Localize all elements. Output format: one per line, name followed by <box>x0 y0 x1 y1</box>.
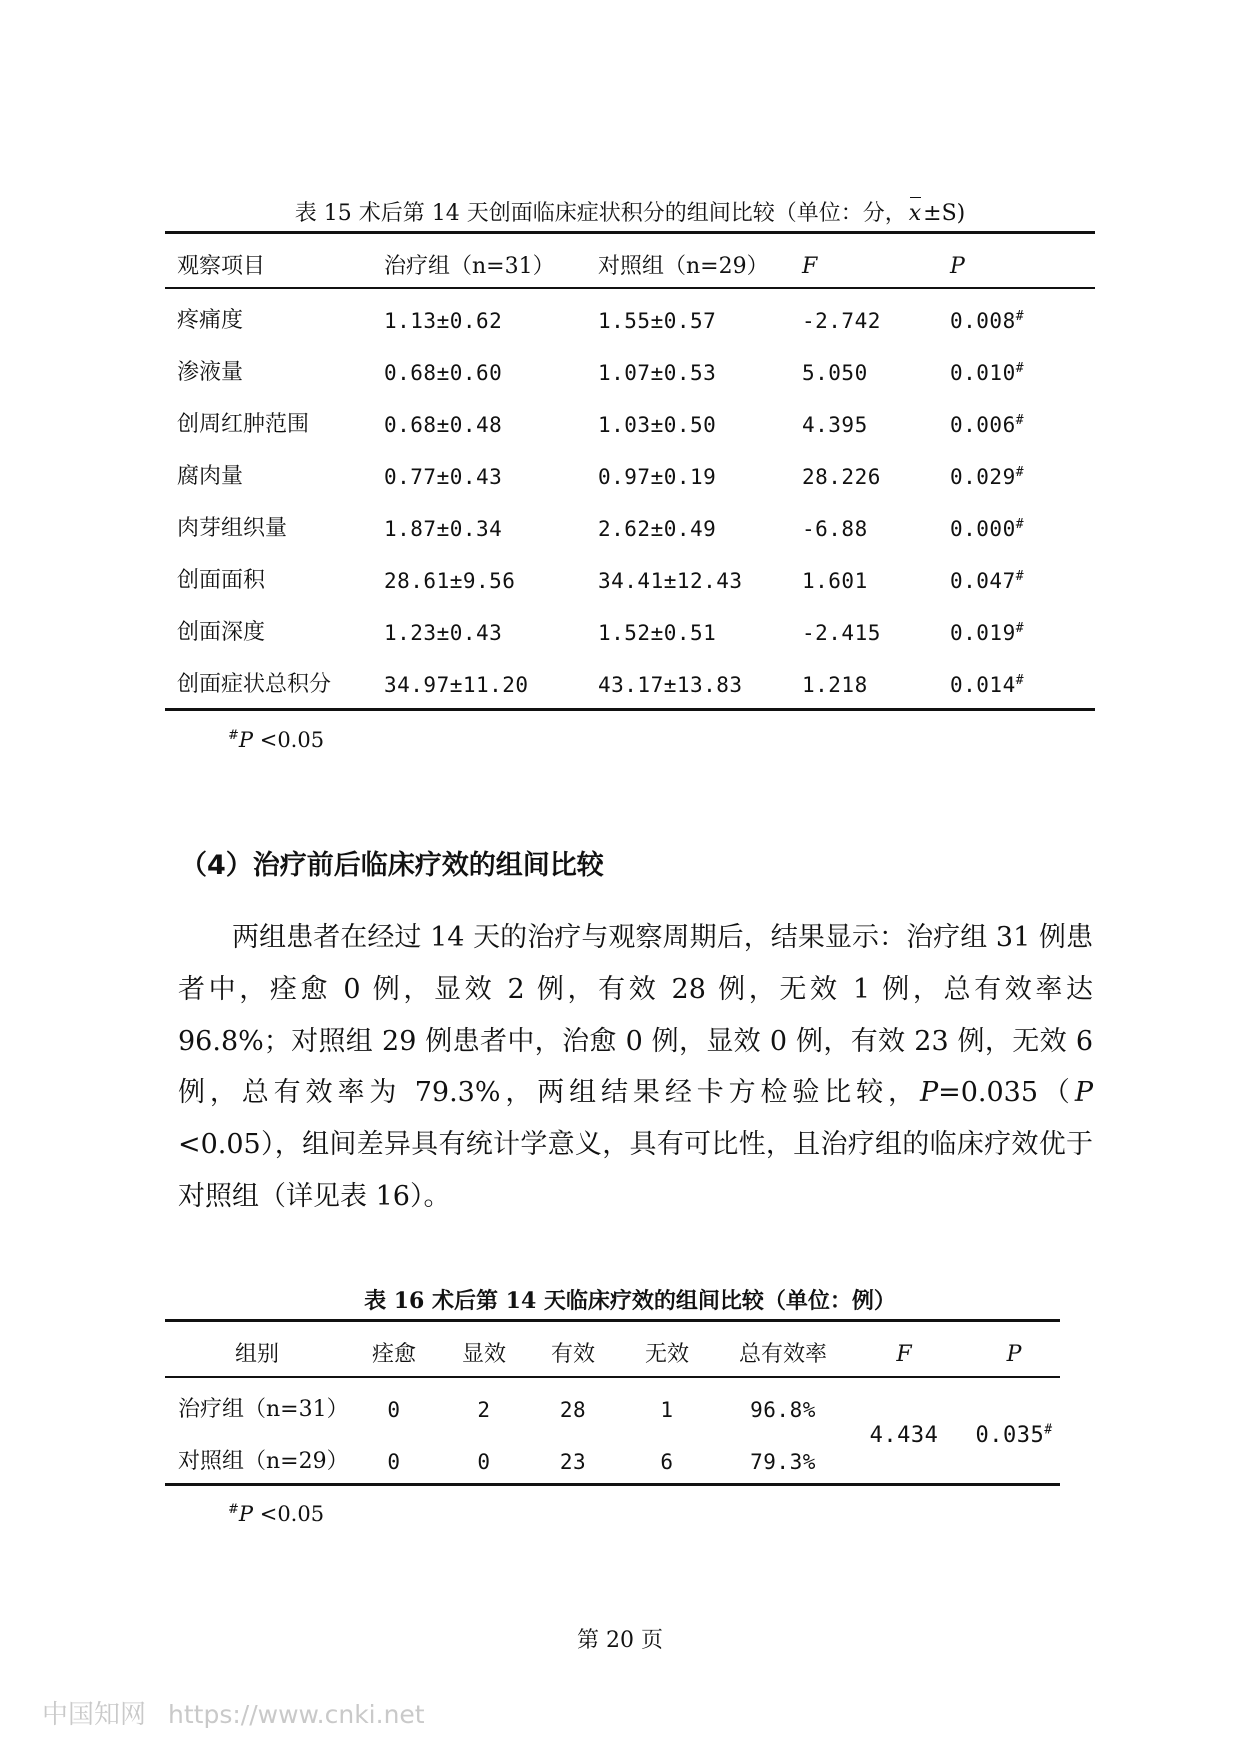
p-mark: # <box>1015 309 1025 324</box>
note-mark: # <box>228 728 239 743</box>
table-row <box>0 299 1240 343</box>
p-value: 0.047 <box>950 569 1016 593</box>
table-row <box>0 611 1240 655</box>
table-row <box>0 351 1240 395</box>
note-mark: # <box>228 1502 239 1517</box>
watermark-url: https://www.cnki.net <box>168 1700 425 1729</box>
row-p <box>950 455 1024 499</box>
table-15-top-rule <box>165 231 1095 234</box>
table-16-note <box>228 1502 324 1526</box>
p-value: 0.000 <box>950 517 1016 541</box>
para-p-symbol-2: P <box>1074 1077 1093 1109</box>
row-total-rate: 96.8% <box>750 1398 816 1422</box>
section-heading: （4）治疗前后临床疗效的组间比较 <box>180 850 604 881</box>
header-marked: 显效 <box>461 1342 507 1367</box>
table-16-bottom-rule <box>165 1483 1060 1486</box>
row-control: 1.07±0.53 <box>598 361 717 385</box>
row-item: 肉芽组织量 <box>177 516 288 541</box>
table-15-caption <box>165 196 1095 227</box>
row-item: 创周红肿范围 <box>177 412 310 437</box>
row-marked: 0 <box>477 1450 491 1474</box>
p-value: 0.035 <box>975 1423 1045 1448</box>
row-p <box>950 299 1024 343</box>
para-text-3: <0.05），组间差异具有统计学意义，具有可比性，且治疗组的临床疗效优于对照组（详见表 16）。 <box>178 1129 1093 1212</box>
row-p <box>950 611 1024 655</box>
row-p <box>950 663 1024 707</box>
cnki-watermark <box>42 1694 425 1731</box>
table-row <box>0 1440 1240 1484</box>
body-paragraph <box>178 912 1093 1223</box>
table-16-f-value: 4.434 <box>869 1423 939 1448</box>
row-p <box>950 351 1024 395</box>
p-mark: # <box>1015 569 1025 584</box>
page-number: 第 20 页 <box>577 1628 663 1653</box>
table-15-note <box>228 728 324 752</box>
table-row <box>0 663 1240 707</box>
caption-text: 表 15 术后第 14 天创面临床症状积分的组间比较（单位：分， <box>294 201 907 226</box>
row-control: 1.55±0.57 <box>598 309 717 333</box>
row-f: 4.395 <box>802 413 868 437</box>
row-control: 0.97±0.19 <box>598 465 717 489</box>
row-item: 疼痛度 <box>177 308 244 333</box>
row-treatment: 1.13±0.62 <box>384 309 503 333</box>
p-value: 0.006 <box>950 413 1016 437</box>
header-ineffective: 无效 <box>644 1342 690 1367</box>
header-cured: 痊愈 <box>371 1342 417 1367</box>
header-item: 观察项目 <box>177 254 266 279</box>
row-control: 1.52±0.51 <box>598 621 717 645</box>
row-control: 2.62±0.49 <box>598 517 717 541</box>
row-f: -2.742 <box>802 309 881 333</box>
row-p <box>950 559 1024 603</box>
row-f: -2.415 <box>802 621 881 645</box>
caption-text-end: ±S) <box>923 201 966 226</box>
row-item: 创面深度 <box>177 620 266 645</box>
table-16-caption: 表 16 术后第 14 天临床疗效的组间比较（单位：例） <box>364 1288 896 1314</box>
note-text: <0.05 <box>253 728 325 752</box>
row-group: 治疗组（n=31） <box>178 1397 349 1422</box>
row-treatment: 34.97±11.20 <box>384 673 529 697</box>
row-control: 43.17±13.83 <box>598 673 743 697</box>
p-mark: # <box>1015 673 1025 688</box>
p-value: 0.010 <box>950 361 1016 385</box>
table-15-header-rule <box>165 287 1095 289</box>
note-p: P <box>238 728 254 752</box>
header-control: 对照组（n=29） <box>598 254 769 279</box>
row-item: 创面症状总积分 <box>177 672 332 697</box>
p-mark: # <box>1015 517 1025 532</box>
table-row <box>0 1388 1240 1432</box>
header-f: F <box>802 254 818 279</box>
row-f: 1.218 <box>802 673 868 697</box>
row-p <box>950 403 1024 447</box>
p-value: 0.019 <box>950 621 1016 645</box>
row-ineffective: 6 <box>660 1450 674 1474</box>
row-treatment: 0.77±0.43 <box>384 465 503 489</box>
header-group: 组别 <box>234 1342 280 1367</box>
row-ineffective: 1 <box>660 1398 674 1422</box>
table-16-p-value <box>975 1414 1052 1458</box>
table-16-header-row <box>0 1333 1240 1377</box>
row-f: 5.050 <box>802 361 868 385</box>
header-total-rate: 总有效率 <box>738 1342 828 1367</box>
p-value: 0.008 <box>950 309 1016 333</box>
note-p: P <box>238 1502 254 1526</box>
row-treatment: 0.68±0.60 <box>384 361 503 385</box>
table-row <box>0 559 1240 603</box>
mean-symbol: x <box>908 201 922 226</box>
watermark-brand: 中国知网 <box>42 1700 147 1730</box>
row-f: -6.88 <box>802 517 868 541</box>
p-mark: # <box>1015 465 1025 480</box>
row-effective: 23 <box>559 1450 587 1474</box>
row-effective: 28 <box>559 1398 587 1422</box>
row-treatment: 1.87±0.34 <box>384 517 503 541</box>
row-control: 34.41±12.43 <box>598 569 743 593</box>
row-cured: 0 <box>387 1398 401 1422</box>
row-f: 28.226 <box>802 465 881 489</box>
p-mark: # <box>1044 1422 1053 1438</box>
p-mark: # <box>1015 621 1025 636</box>
row-treatment: 0.68±0.48 <box>384 413 503 437</box>
row-group: 对照组（n=29） <box>178 1449 349 1474</box>
table-16-top-rule <box>165 1319 1060 1322</box>
p-mark: # <box>1015 413 1025 428</box>
p-value: 0.014 <box>950 673 1016 697</box>
note-text: <0.05 <box>253 1502 325 1526</box>
header-p: P <box>950 254 965 279</box>
row-item: 腐肉量 <box>177 464 244 489</box>
table-row <box>0 507 1240 551</box>
row-treatment: 1.23±0.43 <box>384 621 503 645</box>
table-15-header-row <box>0 245 1240 289</box>
header-f: F <box>896 1342 912 1367</box>
row-total-rate: 79.3% <box>750 1450 816 1474</box>
table-row <box>0 455 1240 499</box>
row-item: 创面面积 <box>177 568 266 593</box>
row-f: 1.601 <box>802 569 868 593</box>
para-p-symbol-1: P <box>919 1077 939 1109</box>
row-treatment: 28.61±9.56 <box>384 569 516 593</box>
para-text-2: =0.035（ <box>938 1077 1075 1109</box>
row-p <box>950 507 1024 551</box>
p-value: 0.029 <box>950 465 1016 489</box>
row-item: 渗液量 <box>177 360 244 385</box>
row-marked: 2 <box>477 1398 491 1422</box>
header-treatment: 治疗组（n=31） <box>384 254 555 279</box>
para-text-1: 两组患者在经过 14 天的治疗与观察周期后，结果显示：治疗组 31 例患者中，痊愈 0 例，显效 2 例，有效 28 例，无效 1 例，总有效率达 96.8%；对照组 29 例患者中，治愈 0 例，显效 0 例，有效 23 例，无效 6 例，总有效率为 79.3%，两组结果经卡方检验比较， <box>178 922 1093 1109</box>
p-mark: # <box>1015 361 1025 376</box>
table-16-header-rule <box>165 1376 1060 1378</box>
row-control: 1.03±0.50 <box>598 413 717 437</box>
table-row <box>0 403 1240 447</box>
header-p: P <box>1006 1342 1022 1367</box>
header-effective: 有效 <box>550 1342 596 1367</box>
table-15-bottom-rule <box>165 708 1095 711</box>
row-cured: 0 <box>387 1450 401 1474</box>
